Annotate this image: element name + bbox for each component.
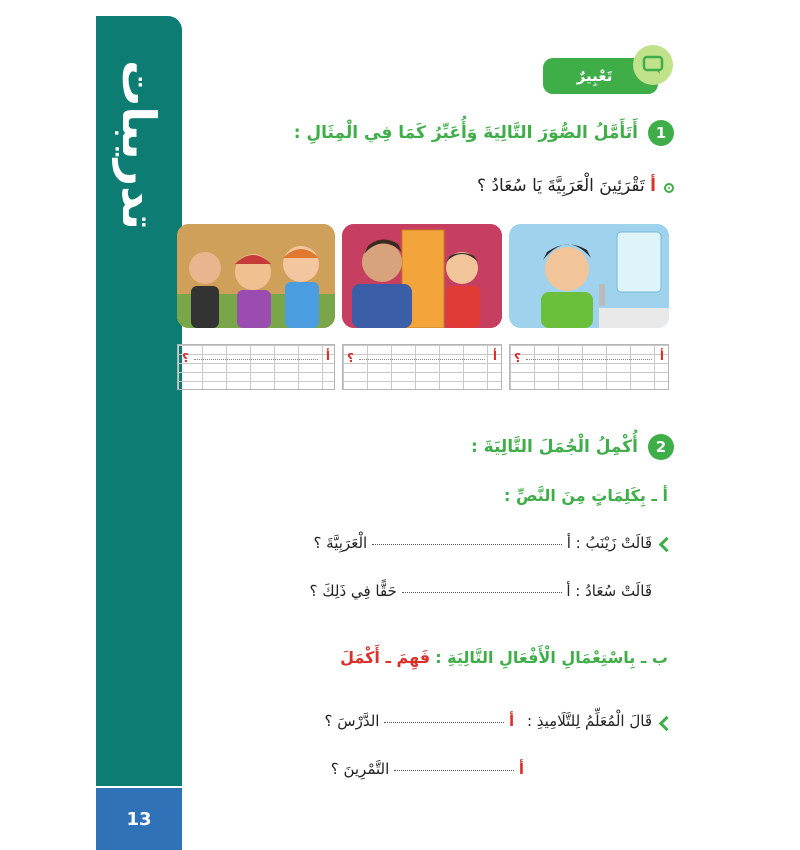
speech-bubble-icon [633,45,673,85]
bullet-icon [664,183,674,193]
line-1-start: قَالَتْ زَيْنَبُ : أ [566,534,652,552]
example-text: تَقْرَئِينَ الْعَرَبِيَّةَ يَا سُعَادُ ؟ [477,176,645,196]
line-1-alif: أ [509,712,515,730]
part-a-label: أ ـ بِكَلِمَاتٍ مِنَ النَّصِّ : [503,486,668,505]
part-b-verbs: فَهِمَ ـ أَكْمَلَ [340,648,431,667]
writing-grid-2[interactable] [342,344,502,390]
answer-blank[interactable] [402,591,562,593]
answer-blank[interactable] [394,769,514,771]
chevron-left-icon [659,537,675,553]
exercise-1-instruction: أَتَأَمَّلُ الصُّوَرَ التَّالِيَةَ وَأُعَبِّرُ كَمَا فِي الْمِثَالِ : [293,123,638,143]
grid-1-dotted-line [526,359,652,360]
answer-blank[interactable] [384,721,504,723]
grid-2-dotted-line [359,359,485,360]
grid-1-letter: أ [659,349,664,363]
line-2-end: التَّمْرِينَ ؟ [330,760,390,778]
part-a-line-2 [310,582,652,600]
line-1-end: الْعَرَبِيَّةَ ؟ [313,534,368,552]
boy-washing-hands-image [509,224,669,328]
writing-grid-3[interactable] [177,344,335,390]
writing-grid-1[interactable] [509,344,669,390]
line-2-start: قَالَتْ سُعَادُ : أ [566,582,652,600]
example-line [477,176,656,196]
grid-1-qmark: ؟ [514,351,521,365]
part-b-line-2 [331,760,524,778]
sidebar-title-text: تدريبات [112,60,166,230]
part-b-label: ب ـ بِاسْتِعْمَالِ الْأَفْعَالِ التَّالِيَةِ : [435,648,668,667]
answer-blank[interactable] [372,543,562,545]
sidebar-title [96,20,182,270]
section-badge: تَعْبِيرٌ [543,58,658,94]
part-b-label-row [340,648,668,667]
part-b-line-1 [325,712,652,730]
grid-2-letter: أ [492,349,497,363]
page-number: 13 [96,788,182,850]
grid-3-qmark: ؟ [182,351,189,365]
man-at-door-image [342,224,502,328]
example-letter: أ [650,176,656,196]
grid-3-dotted-line [194,359,318,360]
line-2-alif: أ [518,760,524,778]
line-1-start: قَالَ الْمُعَلِّمُ لِلتَّلَامِيذِ : [526,712,652,730]
exercise-2-number: 2 [648,434,674,460]
exercise-1-number: 1 [648,120,674,146]
exercise-2-instruction: أُكْمِلُ الْجُمَلَ التَّالِيَةَ : [470,437,638,457]
grid-2-qmark: ؟ [347,351,354,365]
chevron-left-icon [659,716,675,732]
part-a-line-1 [313,534,652,552]
line-1-end: الدَّرْسَ ؟ [324,712,380,730]
grid-3-letter: أ [325,349,330,363]
boys-laughing-image [177,224,335,328]
line-2-end: حَقًّا فِي ذَلِكَ ؟ [309,582,397,600]
